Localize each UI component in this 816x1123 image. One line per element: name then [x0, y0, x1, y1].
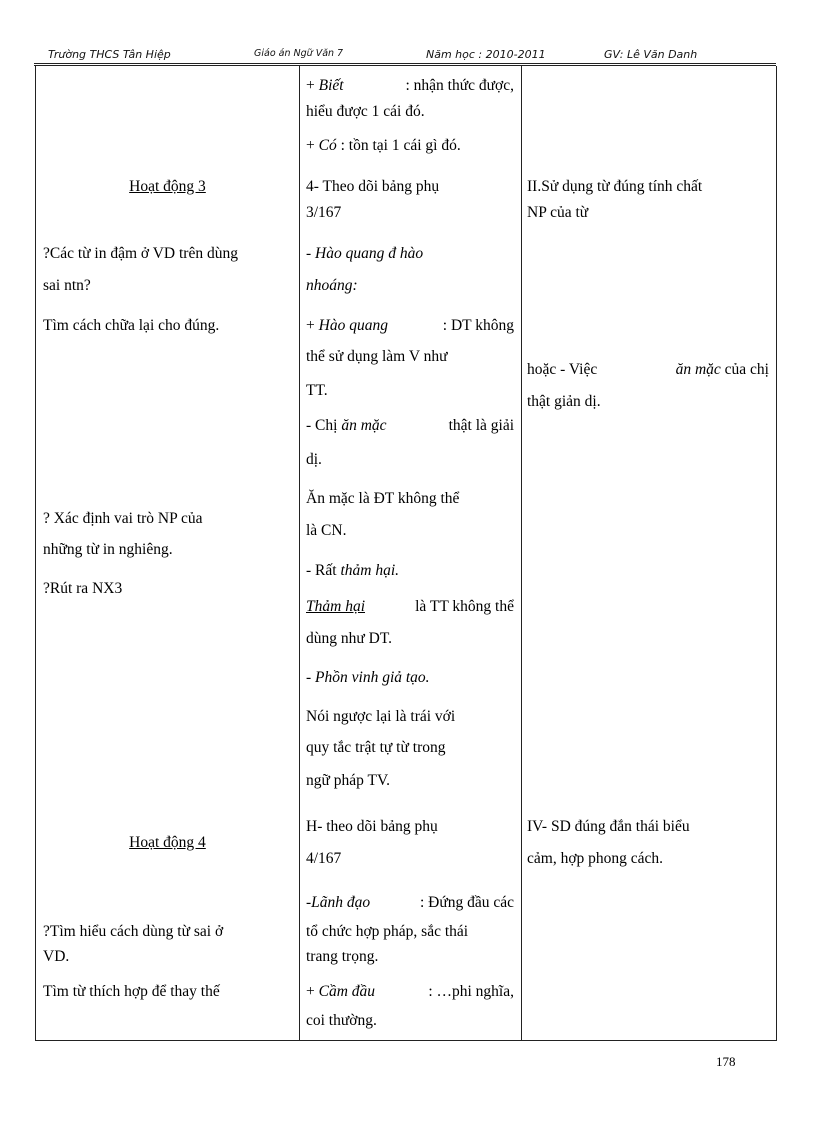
- section-ii-heading-line2: NP của từ: [527, 204, 589, 221]
- hao-quang-note-line2: thể sử dụng làm V như: [306, 348, 448, 365]
- header-year: Năm học : 2010-2011: [426, 48, 546, 61]
- header-subject: Giáo án Ngữ Văn 7: [254, 48, 344, 59]
- header-teacher: GV: Lê Văn Danh: [604, 48, 698, 61]
- step-4-line1: 4- Theo dõi bảng phụ: [306, 178, 440, 195]
- hao-quang-example-line2: nhoáng:: [306, 277, 358, 294]
- co-definition: + Có : tồn tại 1 cái gì đó.: [306, 137, 461, 154]
- section-ii-heading-line1: II.Sử dụng từ đúng tính chất: [527, 178, 703, 195]
- cam-dau-note-line1: + Cầm đầu : …phi nghĩa,: [306, 983, 514, 1000]
- question-misuse-line2: VD.: [43, 948, 70, 965]
- lanh-dao-note-line3: trang trọng.: [306, 948, 379, 965]
- lanh-dao-note-line1: -Lãnh đạo : Đứng đầu các: [306, 894, 514, 911]
- tham-hai-note-line2: dùng như DT.: [306, 630, 393, 647]
- page-number: 178: [716, 1054, 736, 1069]
- tham-hai-example: - Rất thảm hại.: [306, 562, 399, 579]
- hao-quang-example-line1: - Hào quang đ hào: [306, 245, 424, 262]
- corrected-example-line2: thật giản dị.: [527, 393, 601, 410]
- lesson-table: [35, 66, 777, 1041]
- step-4-line2: 3/167: [306, 204, 342, 221]
- phon-vinh-example: - Phồn vinh giả tạo.: [306, 669, 430, 686]
- header-school: Trường THCS Tân Hiệp: [48, 48, 171, 61]
- activity-4-heading: Hoạt động 4: [129, 834, 206, 851]
- hao-quang-note-line1: + Hào quang : DT không: [306, 317, 514, 334]
- an-mac-note-line1: Ăn mặc là ĐT không thể: [306, 490, 460, 507]
- question-wrong-usage-line1: ?Các từ in đậm ở VD trên dùng: [43, 245, 238, 262]
- column-divider-1: [299, 66, 300, 1040]
- question-misuse-line1: ?Tìm hiểu cách dùng từ sai ở: [43, 923, 224, 940]
- lanh-dao-note-line2: tổ chức hợp pháp, sắc thái: [306, 923, 469, 940]
- step-h-line1: H- theo dõi bảng phụ: [306, 818, 438, 835]
- question-wrong-usage-line2: sai ntn?: [43, 277, 91, 294]
- column-divider-2: [521, 66, 522, 1040]
- tham-hai-note-line1: Thảm hại là TT không thể: [306, 598, 514, 615]
- activity-3-heading: Hoạt động 3: [129, 178, 206, 195]
- question-role-line2: những từ in nghiêng.: [43, 541, 173, 558]
- replace-instruction: Tìm từ thích hợp để thay thế: [43, 983, 220, 1000]
- cam-dau-note-line2: coi thường.: [306, 1012, 377, 1029]
- section-iv-heading-line2: cảm, hợp phong cách.: [527, 850, 664, 867]
- step-h-line2: 4/167: [306, 850, 342, 867]
- section-iv-heading-line1: IV- SD đúng đắn thái biểu: [527, 818, 690, 835]
- biet-definition-line2: hiểu được 1 cái đó.: [306, 103, 425, 120]
- biet-definition-line1: + Biết : nhận thức được,: [306, 77, 514, 94]
- corrected-example-line1: hoặc - Việc ăn mặc của chị: [527, 361, 769, 378]
- an-mac-example-line1: - Chị ăn mặc thật là giải: [306, 417, 514, 434]
- an-mac-example-line2: dị.: [306, 451, 322, 468]
- fix-instruction: Tìm cách chữa lại cho đúng.: [43, 317, 220, 334]
- question-role-line1: ? Xác định vai trò NP của: [43, 510, 203, 527]
- conclusion-nx3: ?Rút ra NX3: [43, 580, 123, 597]
- word-order-note-line1: Nói ngược lại là trái với: [306, 708, 456, 725]
- word-order-note-line2: quy tắc trật tự từ trong: [306, 739, 446, 756]
- word-order-note-line3: ngữ pháp TV.: [306, 772, 391, 789]
- hao-quang-note-line3: TT.: [306, 382, 328, 399]
- an-mac-note-line2: là CN.: [306, 522, 347, 539]
